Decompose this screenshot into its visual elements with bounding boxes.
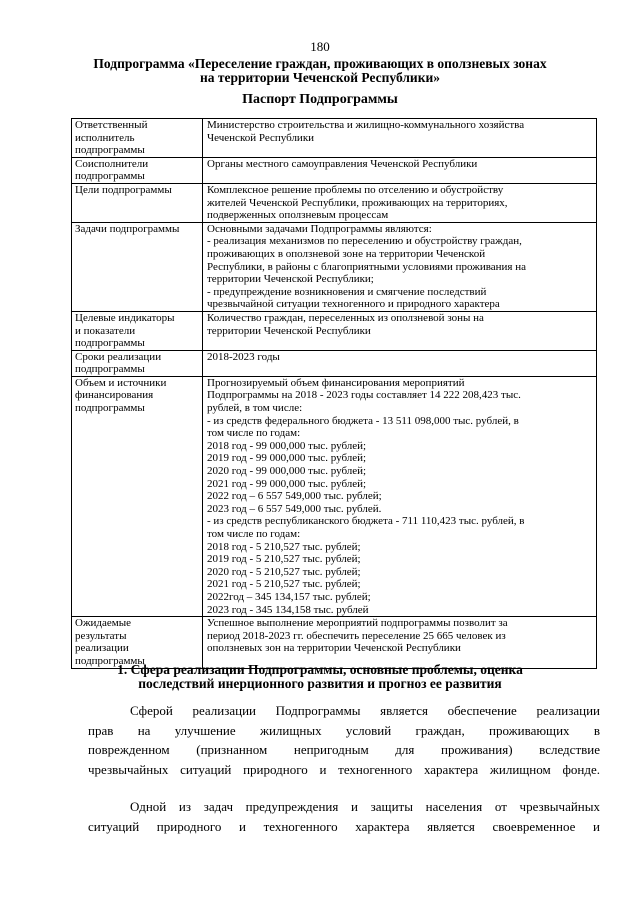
paragraph-line: чрезвычайных ситуаций природного и техногенного характера жилищном фонде. — [88, 761, 600, 777]
paragraph-line: Одной из задач предупреждения и защиты населения от чрезвычайных — [130, 799, 600, 814]
label-line: финансирования — [75, 389, 154, 402]
subprogram-title — [80, 57, 560, 85]
value-line: 2023 год - 345 134,158 тыс. рублей — [207, 603, 369, 616]
passport-row-label — [72, 222, 203, 311]
section-heading-line: последствий инерционного развития и прогноз ее развития — [138, 676, 502, 691]
value-line: 2020 год - 5 210,527 тыс. рублей; — [207, 565, 361, 578]
passport-row — [72, 617, 597, 668]
label-line: Целевые индикаторы — [75, 311, 175, 324]
value-line: - предупреждение возникновения и смягчение последствий — [207, 285, 487, 298]
value-line: Комплексное решение проблемы по отселению и обустройству — [207, 183, 504, 196]
paragraph-1 — [88, 701, 600, 779]
passport-table-body — [72, 119, 597, 669]
passport-row-label — [72, 119, 203, 158]
value-line: 2020 год - 99 000,000 тыс. рублей; — [207, 465, 367, 478]
passport-row-label — [72, 376, 203, 616]
label-line: Цели подпрограммы — [75, 183, 172, 196]
passport-row — [72, 222, 597, 311]
value-line: Подпрограммы на 2018 - 2023 годы составляет 14 222 208,423 тыс. — [207, 389, 521, 402]
page-number: 180 — [310, 39, 330, 54]
label-line: Ответственный — [75, 119, 148, 131]
label-line: подпрограммы — [75, 402, 145, 415]
value-line: подверженных оползневым процессам — [207, 209, 389, 222]
passport-row-value — [203, 311, 597, 350]
label-line: и показатели — [75, 324, 136, 337]
value-line: рублей, в том числе: — [207, 402, 303, 415]
label-line: Объем и источники — [75, 376, 167, 389]
value-line: Республики, в районы с благоприятными условиями проживания на — [207, 260, 526, 273]
label-line: подпрограммы — [75, 654, 145, 667]
value-line: 2019 год - 5 210,527 тыс. рублей; — [207, 553, 361, 566]
value-line: - реализация механизмов по переселению и обустройству граждан, — [207, 235, 522, 248]
label-line: подпрограммы — [75, 337, 145, 350]
passport-row-label — [72, 350, 203, 376]
paragraph-line: Сферой реализации Подпрограммы является обеспечение реализации — [130, 703, 600, 718]
passport-row-value — [203, 119, 597, 158]
passport-row — [72, 376, 597, 616]
label-line: подпрограммы — [75, 170, 145, 183]
label-line: Соисполнители — [75, 157, 149, 170]
paragraph-line: ситуаций природного и техногенного характера является своевременное и — [88, 818, 600, 834]
value-line: период 2018-2023 гг. обеспечить переселение 25 665 человек из — [207, 629, 506, 642]
passport-row — [72, 183, 597, 222]
section-heading — [60, 663, 580, 691]
passport-row — [72, 119, 597, 158]
passport-row-value — [203, 617, 597, 668]
passport-row-label — [72, 183, 203, 222]
value-line: 2018 год - 99 000,000 тыс. рублей; — [207, 439, 367, 452]
value-line: Количество граждан, переселенных из оползневой зоны на — [207, 311, 484, 324]
passport-subtitle: Паспорт Подпрограммы — [242, 92, 398, 107]
value-line: - из средств республиканского бюджета - 711 110,423 тыс. рублей, в — [207, 515, 525, 528]
passport-row-label — [72, 311, 203, 350]
value-line: жителей Чеченской Республики, проживающих на территориях, — [207, 196, 508, 209]
value-line: 2018 год - 5 210,527 тыс. рублей; — [207, 540, 361, 553]
paragraph-line: поврежденном (признанном непригодным для проживания) вследствие — [88, 742, 600, 757]
value-line: Успешное выполнение мероприятий подпрограммы позволит за — [207, 617, 508, 630]
passport-row-value — [203, 350, 597, 376]
paragraph-line: прав на улучшение жилищных условий граждан, проживающих в — [88, 722, 600, 738]
value-line: 2019 год - 99 000,000 тыс. рублей; — [207, 452, 367, 465]
value-line: том числе по годам: — [207, 427, 301, 440]
value-line: оползневых зон на территории Чеченской Республики — [207, 642, 461, 655]
value-line: 2018-2023 годы — [207, 350, 280, 363]
value-line: Органы местного самоуправления Чеченской Республики — [207, 157, 478, 170]
label-line: реализации — [75, 642, 129, 655]
label-line: подпрограммы — [75, 363, 145, 376]
value-line: 2021 год - 99 000,000 тыс. рублей; — [207, 477, 367, 490]
passport-row-value — [203, 157, 597, 183]
passport-row-label — [72, 157, 203, 183]
passport-row — [72, 157, 597, 183]
label-line: исполнитель — [75, 131, 135, 144]
label-line: подпрограммы — [75, 144, 145, 157]
value-line: территории Чеченской Республики — [207, 324, 371, 337]
passport-row-value — [203, 183, 597, 222]
value-line: 2022 год – 6 557 549,000 тыс. рублей; — [207, 490, 382, 503]
value-line: Прогнозируемый объем финансирования мероприятий — [207, 376, 465, 389]
passport-row-value — [203, 376, 597, 616]
title-line: на территории Чеченской Республики» — [199, 70, 441, 85]
value-line: - из средств федерального бюджета - 13 511 098,000 тыс. рублей, в — [207, 414, 519, 427]
paragraph-2 — [88, 797, 600, 836]
value-line: 2022год – 345 134,157 тыс. рублей; — [207, 590, 371, 603]
passport-table — [71, 118, 597, 669]
value-line: Основными задачами Подпрограммы являются: — [207, 222, 432, 235]
passport-row-value — [203, 222, 597, 311]
section-heading-line: 1. Сфера реализации Подпрограммы, основные проблемы, оценка — [117, 662, 523, 677]
value-line: Чеченской Республики — [207, 131, 315, 144]
value-line: Министерство строительства и жилищно-коммунального хозяйства — [207, 119, 525, 131]
value-line: территории Чеченской Республики; — [207, 273, 374, 286]
value-line: 2021 год - 5 210,527 тыс. рублей; — [207, 578, 361, 591]
value-line: чрезвычайной ситуации техногенного и природного характера — [207, 298, 500, 311]
passport-row — [72, 350, 597, 376]
value-line: проживающих в оползневой зоне на территории Чеченской — [207, 247, 486, 260]
label-line: результаты — [75, 629, 127, 642]
label-line: Сроки реализации — [75, 350, 162, 363]
value-line: 2023 год – 6 557 549,000 тыс. рублей. — [207, 502, 382, 515]
passport-row-label — [72, 617, 203, 668]
label-line: Задачи подпрограммы — [75, 222, 180, 235]
title-line: Подпрограмма «Переселение граждан, проживающих в оползневых зонах — [93, 56, 547, 71]
passport-row — [72, 311, 597, 350]
label-line: Ожидаемые — [75, 617, 132, 630]
value-line: том числе по годам: — [207, 528, 301, 540]
